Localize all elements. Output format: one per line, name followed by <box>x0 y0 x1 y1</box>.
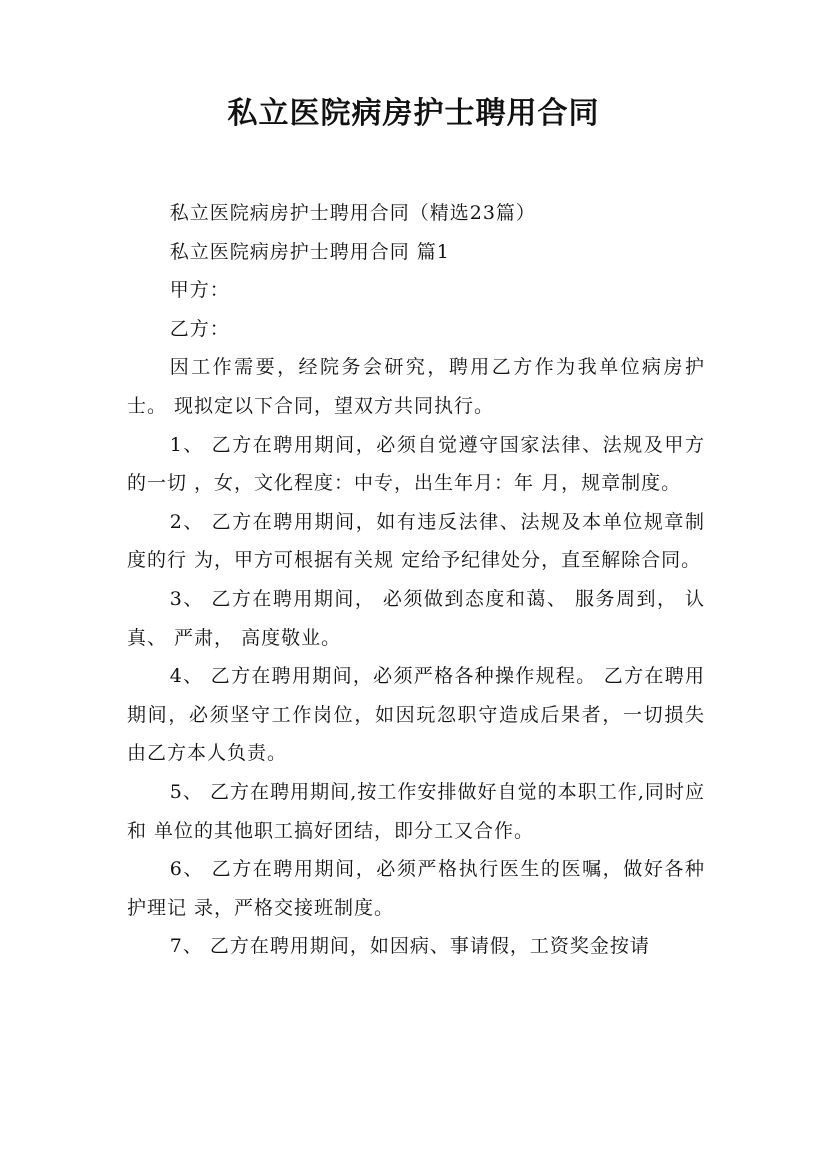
paragraph-party-b: 乙方： <box>169 317 230 340</box>
paragraph-clause-2: 2、 乙方在聘用期间，如有违反法律、法规及本单位规章制度的行 为，甲方可根据有关规 定给予纪律处分，直至解除合同。 <box>127 510 705 572</box>
document-body <box>127 194 705 966</box>
document-title: 私立医院病房护士聘用合同 <box>227 96 600 131</box>
paragraph-clause-1: 1、 乙方在聘用期间，必须自觉遵守国家法律、法规及甲方的一切 ，女，文化程度：中专，出生年月：年 月，规章制度。 <box>127 433 705 495</box>
paragraph-clause-5: 5、 乙方在聘用期间,按工作安排做好自觉的本职工作,同时应和 单位的其他职工搞好团结，即分工又合作。 <box>127 780 705 842</box>
paragraph-clause-3: 3、 乙方在聘用期间， 必须做到态度和蔼、 服务周到， 认真、 严肃， 高度敬业。 <box>127 587 705 649</box>
paragraph-subtitle: 私立医院病房护士聘用合同（精选23篇） <box>169 202 536 224</box>
paragraph-clause-4: 4、 乙方在聘用期间，必须严格各种操作规程。 乙方在聘用期间，必须坚守工作岗位，如因玩忽职守造成后果者，一切损失由乙方本人负责。 <box>127 665 705 765</box>
paragraph-clause-7: 7、 乙方在聘用期间，如因病、事请假，工资奖金按请 <box>169 935 650 958</box>
paragraph-party-a: 甲方： <box>169 279 230 302</box>
paragraph-intro: 因工作需要，经院务会研究，聘用乙方作为我单位病房护士。 现拟定以下合同，望双方共同执行。 <box>127 356 705 417</box>
paragraph-clause-6: 6、 乙方在聘用期间，必须严格执行医生的医嘱，做好各种护理记 录，严格交接班制度。 <box>127 858 705 919</box>
paragraph-section-heading: 私立医院病房护士聘用合同 篇1 <box>169 240 450 263</box>
